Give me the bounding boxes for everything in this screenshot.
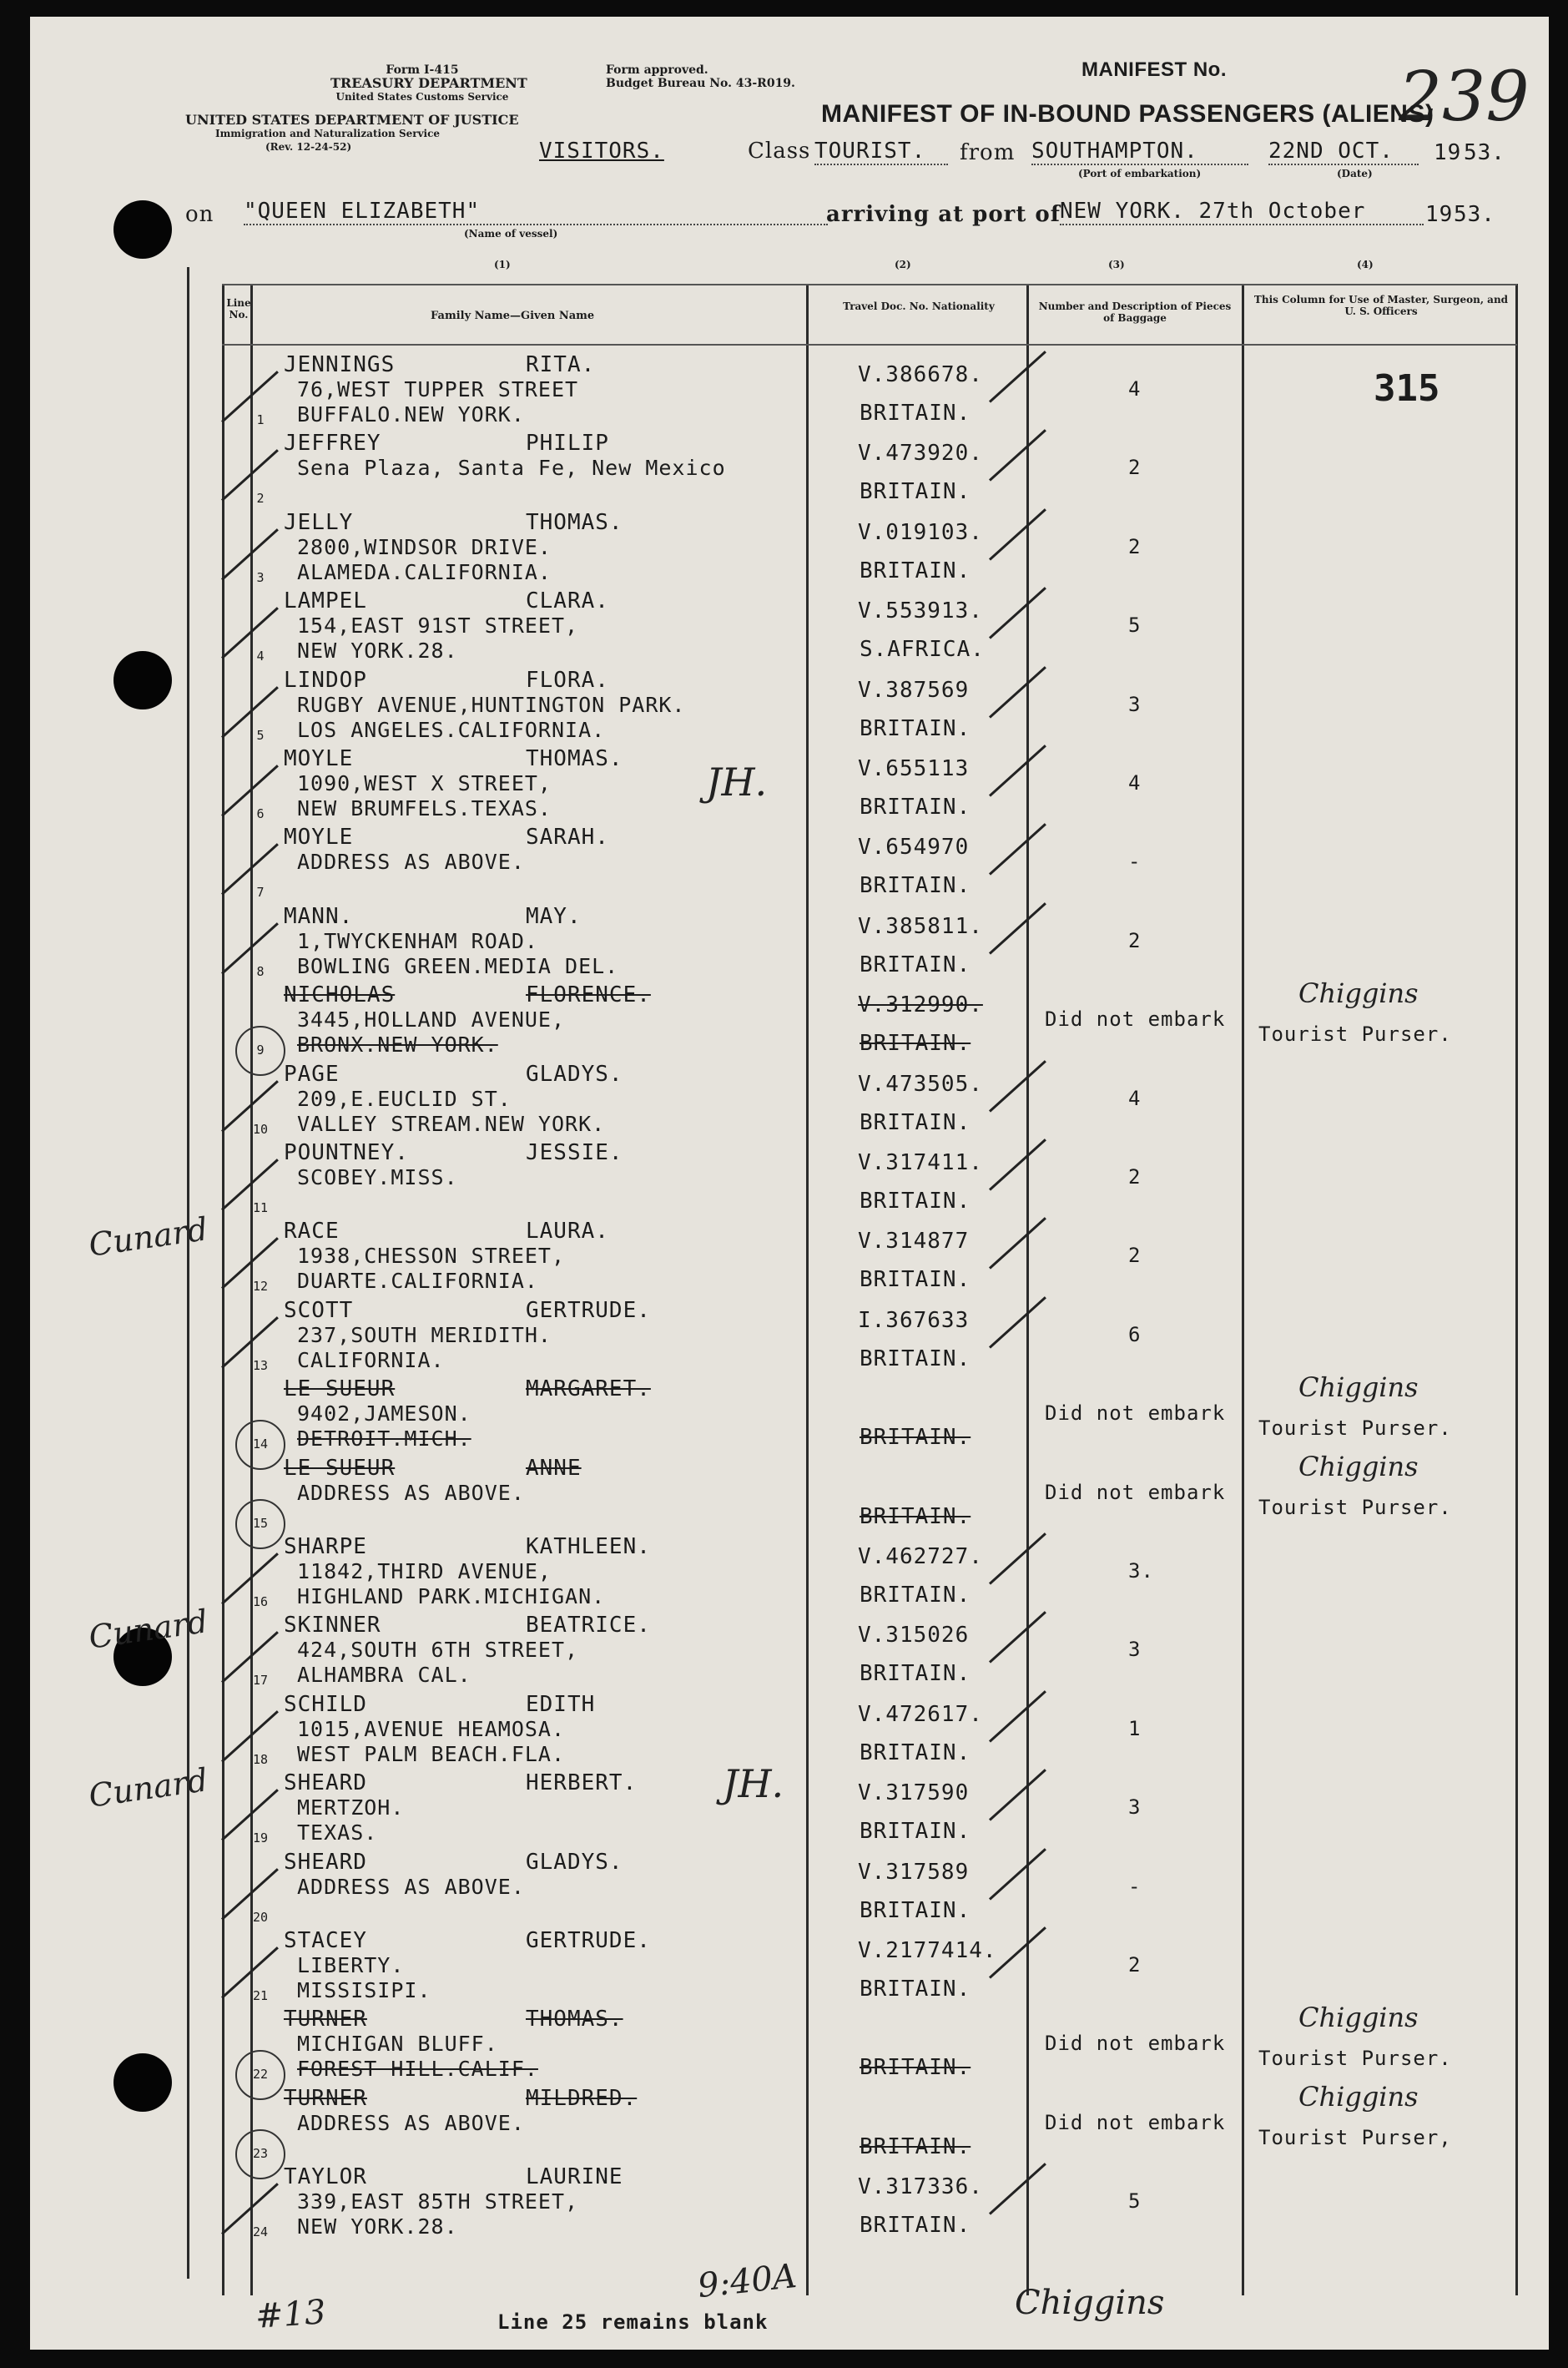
nationality: BRITAIN.: [860, 795, 971, 820]
passenger-address-line1: ADDRESS AS ABOVE.: [297, 1874, 525, 1899]
line-number: 10: [252, 1121, 269, 1137]
col-line: [1242, 284, 1244, 2295]
baggage-count: 5: [1128, 2189, 1142, 2214]
travel-doc-number: V.473505.: [858, 1071, 983, 1097]
initials-mark: JH.: [723, 1761, 784, 1806]
class-label: Class: [748, 139, 811, 164]
officer-note: Tourist Purser,: [1258, 2125, 1452, 2149]
blank-line-note: Line 25 remains blank: [497, 2310, 769, 2334]
check-mark: [989, 351, 1046, 402]
margin-note: Cunard: [86, 1210, 210, 1264]
form-number: Form I-415: [386, 63, 459, 77]
passenger-address-line1: 11842,THIRD AVENUE,: [297, 1559, 552, 1583]
passenger-given-name: LAURA.: [526, 1219, 609, 1245]
passenger-given-name: GERTRUDE.: [526, 1297, 651, 1323]
passenger-family-name: SHEARD: [284, 1849, 367, 1875]
date-caption: (Date): [1337, 168, 1373, 179]
nationality: BRITAIN.: [860, 1425, 971, 1451]
passenger-given-name: GLADYS.: [526, 1849, 623, 1875]
table-border-right: [1515, 284, 1518, 2295]
check-mark: [989, 1532, 1046, 1584]
passenger-address-line1: MICHIGAN BLUFF.: [297, 2032, 498, 2057]
footer-handwriting: #13: [254, 2293, 327, 2336]
line-number: 9: [256, 1043, 265, 1058]
manifest-page: [30, 17, 1549, 2350]
passenger-family-name: RACE: [284, 1219, 340, 1245]
nationality: BRITAIN.: [860, 873, 971, 899]
passenger-family-name: STACEY: [284, 1928, 367, 1953]
passenger-address-line2: FOREST HILL.CALIF.: [297, 2057, 538, 2082]
passenger-address-line2: WEST PALM BEACH.FLA.: [297, 1741, 566, 1766]
passenger-address-line2: NEW BRUMFELS.TEXAS.: [297, 796, 552, 820]
passenger-address-line1: 3445,HOLLAND AVENUE,: [297, 1007, 566, 1033]
passenger-address-line1: 154,EAST 91ST STREET,: [297, 613, 579, 639]
nationality: BRITAIN.: [860, 1267, 971, 1293]
travel-doc-number: V.387569: [858, 677, 970, 703]
passenger-family-name: SCHILD: [284, 1691, 367, 1717]
travel-doc-number: V.317336.: [858, 2174, 983, 2200]
line-number: 3: [256, 569, 265, 585]
vessel-caption: (Name of vessel): [464, 228, 558, 240]
arriving-label: arriving at port of: [826, 202, 1061, 227]
header-divider: [222, 344, 1517, 346]
passenger-given-name: ANNE: [526, 1455, 582, 1481]
check-mark: [989, 745, 1046, 796]
check-mark: [989, 508, 1046, 560]
arrival-year: 53.: [1454, 202, 1495, 227]
binder-hole: [113, 200, 172, 259]
initials-mark: JH.: [706, 760, 768, 805]
travel-doc-number: V.386678.: [858, 362, 983, 387]
passenger-address-line2: DETROIT.MICH.: [297, 1426, 471, 1452]
passenger-given-name: PHILIP: [526, 431, 609, 457]
passenger-address-line1: SCOBEY.MISS.: [297, 1165, 458, 1189]
margin-note: Cunard: [86, 1603, 210, 1656]
on-label: on: [185, 202, 214, 227]
line-number: 24: [252, 2224, 269, 2240]
line-number: 17: [252, 1673, 269, 1689]
from-caption: (Port of embarkation): [1078, 168, 1202, 179]
passenger-address-line1: ADDRESS AS ABOVE.: [297, 1480, 525, 1505]
passenger-given-name: MILDRED.: [526, 2085, 638, 2111]
check-mark: [989, 1060, 1046, 1112]
passenger-address-line1: 2800,WINDSOR DRIVE.: [297, 534, 552, 559]
passenger-address-line1: Sena Plaza, Santa Fe, New Mexico: [297, 456, 726, 481]
manifest-title: MANIFEST OF IN-BOUND PASSENGERS (ALIENS): [821, 100, 1434, 128]
passenger-family-name: MOYLE: [284, 825, 354, 851]
passenger-address-line1: 9402,JAMESON.: [297, 1401, 471, 1426]
col-num-baggage: (3): [1108, 259, 1125, 270]
check-mark: [989, 1296, 1046, 1348]
nationality: BRITAIN.: [860, 479, 971, 505]
passenger-given-name: MARGARET.: [526, 1376, 651, 1402]
baggage-count: 2: [1128, 1953, 1142, 1977]
passenger-address-line1: LIBERTY.: [297, 1953, 405, 1977]
arrival-year-prefix: 19: [1425, 202, 1454, 227]
baggage-count: 6: [1128, 1322, 1142, 1346]
passenger-given-name: EDITH: [526, 1691, 596, 1717]
passenger-address-line2: ALAMEDA.CALIFORNIA.: [297, 559, 552, 584]
passenger-family-name: MANN.: [284, 903, 354, 929]
check-mark: [989, 1690, 1046, 1742]
travel-doc-number: V.553913.: [858, 598, 983, 624]
baggage-count: 3: [1128, 692, 1142, 716]
passenger-given-name: THOMAS.: [526, 2007, 623, 2032]
ins-label: Immigration and Naturalization Service: [215, 128, 441, 139]
nationality: BRITAIN.: [860, 1583, 971, 1608]
manifest-no-label: MANIFEST No.: [1081, 58, 1227, 81]
arrival-port: NEW YORK. 27th October: [1060, 199, 1424, 225]
margin-line: [187, 267, 189, 2279]
check-mark: [989, 2163, 1046, 2214]
margin-note: Cunard: [86, 1761, 210, 1815]
passenger-address-line1: 1,TWYCKENHAM ROAD.: [297, 928, 538, 953]
line-number: 5: [256, 727, 265, 743]
passenger-given-name: LAURINE: [526, 2164, 623, 2190]
baggage-count: 3: [1128, 1638, 1142, 1662]
nationality: BRITAIN.: [860, 2213, 971, 2239]
travel-doc-number: V.385811.: [858, 913, 983, 939]
col-head-line-no: Line No.: [226, 297, 251, 321]
officer-note: Tourist Purser.: [1258, 1495, 1452, 1519]
line-number-circle: [235, 1420, 285, 1470]
passenger-family-name: MOYLE: [284, 746, 354, 771]
nationality: BRITAIN.: [860, 1977, 971, 2002]
passenger-address-line2: BRONX.NEW YORK.: [297, 1033, 498, 1058]
travel-doc-number: V.654970: [858, 835, 970, 861]
officer-note: Tourist Purser.: [1258, 1022, 1452, 1047]
passenger-address-line1: 424,SOUTH 6TH STREET,: [297, 1638, 579, 1663]
passenger-given-name: HERBERT.: [526, 1770, 638, 1796]
baggage-count: Did not embark: [1045, 2110, 1226, 2134]
line-number: 2: [256, 491, 265, 507]
passenger-family-name: LAMPEL: [284, 588, 367, 614]
nationality: BRITAIN.: [860, 1189, 971, 1214]
baggage-count: 2: [1128, 534, 1142, 558]
travel-doc-number: V.312990.: [858, 992, 983, 1018]
passenger-family-name: LE SUEUR: [284, 1376, 396, 1402]
year-prefix: 19: [1434, 140, 1462, 165]
line-number: 14: [252, 1436, 269, 1452]
passenger-given-name: THOMAS.: [526, 509, 623, 535]
officer-note: Tourist Purser.: [1258, 1416, 1452, 1441]
passenger-address-line1: 76,WEST TUPPER STREET: [297, 377, 579, 401]
year-value: 53.: [1464, 140, 1505, 165]
passenger-address-line1: MERTZOH.: [297, 1795, 405, 1820]
passenger-family-name: TURNER: [284, 2007, 367, 2032]
baggage-count: 4: [1128, 377, 1142, 401]
officer-note: Tourist Purser.: [1258, 2047, 1452, 2071]
form-id-block: [330, 63, 527, 104]
line-number-circle: [235, 2050, 285, 2100]
check-mark: [989, 1218, 1046, 1270]
passenger-address-line2: VALLEY STREAM.NEW YORK.: [297, 1111, 606, 1136]
revision-label: (Rev. 12-24-52): [265, 141, 352, 153]
budget-bureau: Budget Bureau No. 43-R019.: [606, 77, 795, 90]
nationality: BRITAIN.: [860, 1503, 971, 1529]
passenger-address-line1: 1938,CHESSON STREET,: [297, 1244, 566, 1269]
line-number: 11: [252, 1200, 269, 1215]
line-number: 21: [252, 1988, 269, 2003]
passenger-given-name: CLARA.: [526, 588, 609, 614]
form-approved: Form approved.: [606, 63, 708, 77]
line-number: 18: [252, 1751, 269, 1767]
customs-label: United States Customs Service: [335, 91, 509, 103]
travel-doc-number: V.317589: [858, 1859, 970, 1885]
category-value: VISITORS.: [539, 139, 664, 164]
line-number-circle: [235, 1499, 285, 1549]
passenger-address-line2: DUARTE.CALIFORNIA.: [297, 1269, 538, 1294]
nationality: BRITAIN.: [860, 1661, 971, 1687]
nationality: BRITAIN.: [860, 401, 971, 426]
passenger-family-name: JELLY: [284, 509, 354, 535]
line-number: 7: [256, 885, 265, 901]
line-number: 13: [252, 1357, 269, 1373]
travel-doc-number: I.367633: [858, 1307, 970, 1333]
check-mark: [989, 1612, 1046, 1664]
passenger-given-name: GLADYS.: [526, 1061, 623, 1087]
line-number: 1: [256, 412, 265, 427]
check-mark: [989, 1848, 1046, 1900]
nationality: BRITAIN.: [860, 558, 971, 583]
purser-initials: Chiggins: [1298, 1450, 1419, 1482]
passenger-address-line2: MISSISIPI.: [297, 1978, 431, 2002]
travel-doc-number: V.462727.: [858, 1544, 983, 1569]
travel-doc-number: V.314877: [858, 1229, 970, 1255]
check-mark: [989, 1926, 1046, 1978]
col-line: [1026, 284, 1029, 2295]
passenger-family-name: SKINNER: [284, 1613, 381, 1638]
nationality: BRITAIN.: [860, 1819, 971, 1845]
line-number: 8: [256, 963, 265, 979]
passenger-family-name: JENNINGS: [284, 352, 396, 377]
nationality: S.AFRICA.: [860, 637, 985, 663]
nationality: BRITAIN.: [860, 1739, 971, 1765]
baggage-count: Did not embark: [1045, 1401, 1226, 1426]
passenger-given-name: GERTRUDE.: [526, 1928, 651, 1953]
stamp-number: 315: [1374, 367, 1440, 410]
travel-doc-number: V.2177414.: [858, 1938, 997, 1963]
vessel-name: "QUEEN ELIZABETH": [244, 199, 828, 225]
baggage-count: 2: [1128, 928, 1142, 952]
line-number: 16: [252, 1594, 269, 1609]
col-num-name: (1): [494, 259, 511, 270]
passenger-family-name: TAYLOR: [284, 2164, 367, 2190]
approval-block: [606, 63, 795, 90]
passenger-address-line1: 209,E.EUCLID ST.: [297, 1086, 512, 1111]
check-mark: [989, 1769, 1046, 1820]
baggage-count: 3.: [1128, 1559, 1154, 1583]
baggage-count: -: [1128, 1874, 1142, 1898]
manifest-number: 239: [1399, 58, 1530, 137]
col-num-travel: (2): [895, 259, 911, 270]
passenger-address-line1: ADDRESS AS ABOVE.: [297, 850, 525, 875]
nationality: BRITAIN.: [860, 2055, 971, 2081]
col-head-name: Family Name—Given Name: [431, 310, 595, 322]
col-num-officers: (4): [1357, 259, 1374, 270]
col-line: [806, 284, 809, 2295]
baggage-count: 2: [1128, 1244, 1142, 1268]
col-head-travel: Travel Doc. No. Nationality: [843, 300, 995, 312]
passenger-family-name: PAGE: [284, 1061, 340, 1087]
baggage-count: -: [1128, 850, 1142, 874]
travel-doc-number: V.317590: [858, 1780, 970, 1806]
line-number: 19: [252, 1830, 269, 1846]
travel-doc-number: V.315026: [858, 1623, 970, 1649]
table-top: [222, 284, 1517, 285]
purser-initials: Chiggins: [1298, 1371, 1419, 1404]
passenger-address-line2: LOS ANGELES.CALIFORNIA.: [297, 717, 606, 742]
justice-block: [185, 114, 536, 154]
passenger-address-line1: ADDRESS AS ABOVE.: [297, 2110, 525, 2135]
nationality: BRITAIN.: [860, 1346, 971, 1371]
passenger-family-name: SCOTT: [284, 1297, 354, 1323]
nationality: BRITAIN.: [860, 1109, 971, 1135]
line-number: 23: [252, 2145, 269, 2161]
line-number: 22: [252, 2067, 269, 2083]
passenger-address-line2: CALIFORNIA.: [297, 1347, 445, 1372]
from-value: SOUTHAMPTON.: [1031, 139, 1248, 165]
check-mark: [989, 666, 1046, 718]
passenger-address-line2: NEW YORK.28.: [297, 639, 458, 664]
line-number-circle: [235, 2129, 285, 2179]
from-label: from: [960, 140, 1016, 165]
class-value: TOURIST.: [814, 139, 948, 165]
passenger-family-name: SHEARD: [284, 1770, 367, 1796]
passenger-given-name: SARAH.: [526, 825, 609, 851]
passenger-given-name: JESSIE.: [526, 1140, 623, 1165]
passenger-given-name: KATHLEEN.: [526, 1534, 651, 1559]
baggage-count: 1: [1128, 1716, 1142, 1740]
travel-doc-number: V.655113: [858, 756, 970, 781]
col-head-officers: This Column for Use of Master, Surgeon, and U. S. Officers: [1253, 294, 1509, 317]
purser-initials: Chiggins: [1298, 977, 1419, 1010]
footer-signature: Chiggins: [1015, 2284, 1165, 2322]
passenger-given-name: RITA.: [526, 352, 596, 377]
passenger-given-name: MAY.: [526, 903, 582, 929]
check-mark: [989, 587, 1046, 639]
purser-initials: Chiggins: [1298, 2080, 1419, 2113]
passenger-family-name: TURNER: [284, 2085, 367, 2111]
passenger-address-line2: BOWLING GREEN.MEDIA DEL.: [297, 953, 619, 978]
line-number-circle: [235, 1026, 285, 1076]
passenger-family-name: JEFFREY: [284, 431, 381, 457]
passenger-given-name: FLORENCE.: [526, 982, 651, 1008]
baggage-count: Did not embark: [1045, 2032, 1226, 2056]
passenger-address-line2: ALHAMBRA CAL.: [297, 1663, 471, 1688]
nationality: BRITAIN.: [860, 1897, 971, 1923]
treasury-label: TREASURY DEPARTMENT: [330, 75, 527, 91]
nationality: BRITAIN.: [860, 952, 971, 977]
line-number: 20: [252, 1909, 269, 1925]
baggage-count: Did not embark: [1045, 1480, 1226, 1504]
passenger-address-line2: NEW YORK.28.: [297, 2214, 458, 2239]
baggage-count: 4: [1128, 771, 1142, 795]
passenger-address-line1: 339,EAST 85TH STREET,: [297, 2189, 579, 2214]
passenger-given-name: THOMAS.: [526, 746, 623, 771]
passenger-family-name: LE SUEUR: [284, 1455, 396, 1481]
passenger-address-line1: 237,SOUTH MERIDITH.: [297, 1322, 552, 1347]
baggage-count: 3: [1128, 1795, 1142, 1820]
passenger-family-name: LINDOP: [284, 667, 367, 693]
travel-doc-number: V.473920.: [858, 441, 983, 467]
passenger-address-line2: HIGHLAND PARK.MICHIGAN.: [297, 1584, 606, 1608]
passenger-family-name: POUNTNEY.: [284, 1140, 409, 1165]
purser-initials: Chiggins: [1298, 2002, 1419, 2034]
justice-label: UNITED STATES DEPARTMENT OF JUSTICE: [185, 112, 519, 128]
travel-doc-number: V.019103.: [858, 519, 983, 545]
passenger-address-line2: TEXAS.: [297, 1820, 378, 1845]
passenger-address-line2: BUFFALO.NEW YORK.: [297, 402, 525, 427]
passenger-family-name: SHARPE: [284, 1534, 367, 1559]
line-number: 12: [252, 1279, 269, 1295]
check-mark: [989, 902, 1046, 954]
nationality: BRITAIN.: [860, 715, 971, 741]
passenger-family-name: NICHOLAS: [284, 982, 396, 1008]
check-mark: [989, 430, 1046, 482]
travel-doc-number: V.317411.: [858, 1150, 983, 1175]
passenger-address-line1: 1090,WEST X STREET,: [297, 771, 552, 795]
passenger-given-name: BEATRICE.: [526, 1613, 651, 1638]
binder-hole: [113, 651, 172, 709]
check-mark: [989, 824, 1046, 876]
baggage-count: 4: [1128, 1086, 1142, 1110]
baggage-count: 5: [1128, 613, 1142, 638]
travel-doc-number: V.472617.: [858, 1701, 983, 1727]
check-mark: [989, 1139, 1046, 1190]
date-value: 22ND OCT.: [1268, 139, 1419, 165]
col-head-baggage: Number and Description of Pieces of Baggage: [1038, 300, 1232, 324]
line-number: 4: [256, 649, 265, 664]
binder-hole: [113, 2053, 172, 2112]
baggage-count: 2: [1128, 1165, 1142, 1189]
nationality: BRITAIN.: [860, 2133, 971, 2159]
line-number: 6: [256, 806, 265, 821]
nationality: BRITAIN.: [860, 1031, 971, 1057]
line-number: 15: [252, 1515, 269, 1531]
passenger-given-name: FLORA.: [526, 667, 609, 693]
baggage-count: Did not embark: [1045, 1007, 1226, 1032]
footer-time: 9:40A: [695, 2256, 799, 2306]
baggage-count: 2: [1128, 456, 1142, 480]
passenger-address-line1: 1015,AVENUE HEAMOSA.: [297, 1716, 566, 1741]
passenger-address-line1: RUGBY AVENUE,HUNTINGTON PARK.: [297, 692, 686, 717]
